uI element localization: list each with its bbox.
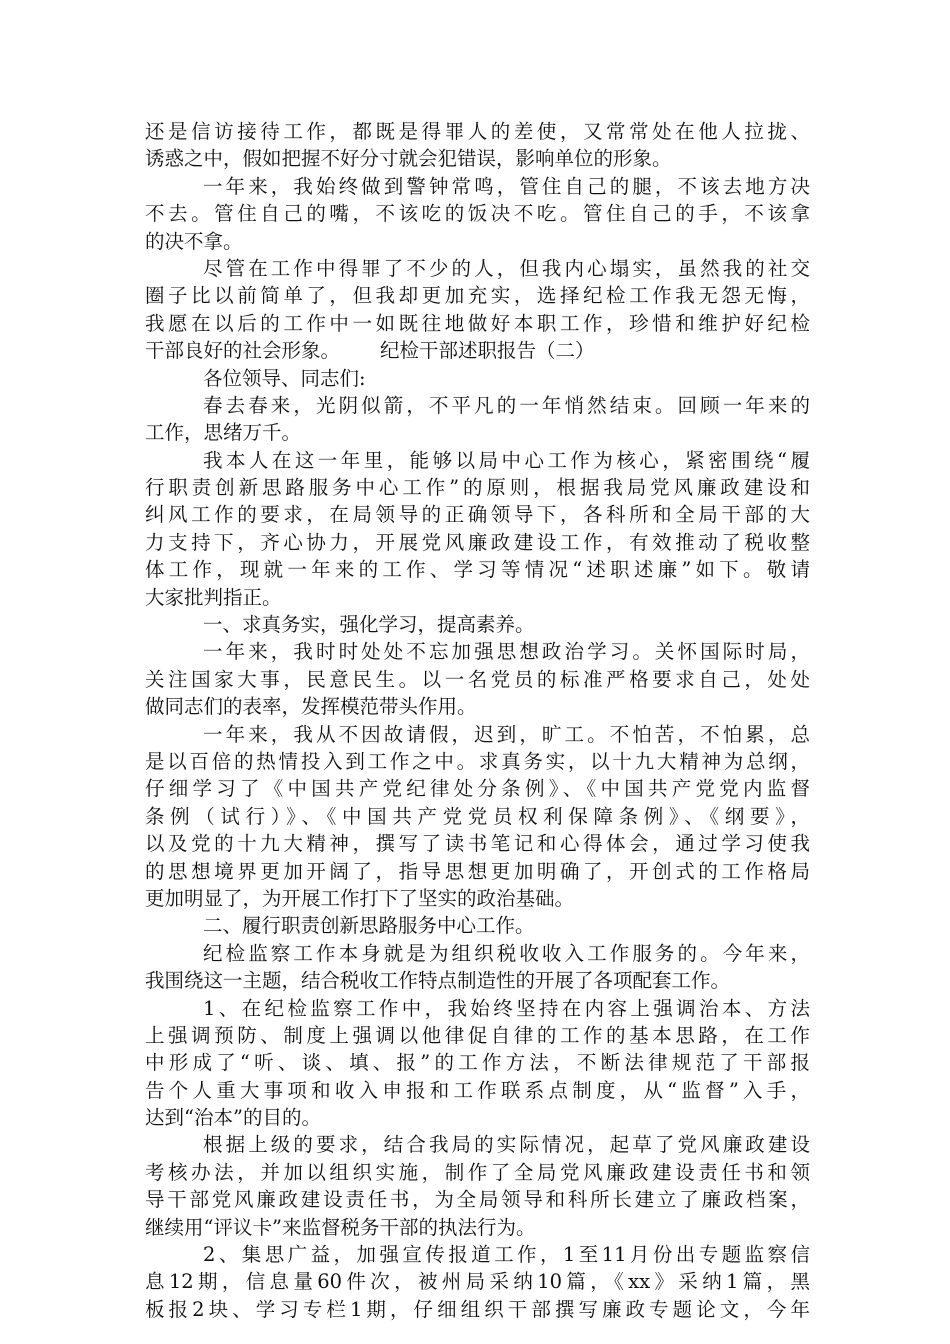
line-text: 力支持下，齐心协力，开展党风廉政建设工作，有效推动了税收整 <box>145 530 810 554</box>
line-text: 条例（试行）》、《中国共产党党员权利保障条例》、《纲要》， <box>145 804 810 828</box>
line-text: 二、履行职责创新思路服务中心工作。 <box>203 914 535 938</box>
line-text: 的决不拿。 <box>145 229 243 253</box>
line-text: 息12期，信息量60件次，被州局采纳10篇，《xx》采纳1篇，黑 <box>145 1270 810 1294</box>
line-text: 我愿在以后的工作中一如既往地做好本职工作，珍惜和维护好纪检 <box>145 311 810 335</box>
line-text: 考核办法，并加以组织实施，制作了全局党风廉政建设责任书和领 <box>145 1160 810 1184</box>
text-line <box>145 255 810 282</box>
text-line <box>145 1022 810 1049</box>
line-text: 尽管在工作中得罪了不少的人，但我内心塌实，虽然我的社交 <box>203 256 810 280</box>
line-text: 中形成了“听、谈、填、报”的工作方法，不断法律规范了干部报 <box>145 1051 810 1075</box>
text-line <box>145 1241 810 1268</box>
line-text: 导干部党风廉政建设责任书，为全局领导和科所长建立了廉政档案， <box>145 1188 810 1212</box>
line-text: 仔细学习了《中国共产党纪律处分条例》、《中国共产党党内监督 <box>145 777 810 801</box>
text-line <box>145 775 810 802</box>
section-heading: 纪检干部述职报告（二） <box>380 339 595 363</box>
line-text: 我本人在这一年里，能够以局中心工作为核心，紧密围绕“履 <box>203 448 810 472</box>
line-text: 诱惑之中，假如把握不好分寸就会犯错误，影响单位的形象。 <box>145 147 672 171</box>
line-text: 上强调预防、制度上强调以他律促自律的工作的基本思路，在工作 <box>145 1023 810 1047</box>
line-text: 不去。管住自己的嘴，不该吃的饭决不吃。管住自己的手，不该拿 <box>145 202 810 226</box>
text-line <box>145 995 810 1022</box>
line-text: 一年来，我从不因故请假，迟到，旷工。不怕苦，不怕累，总 <box>203 722 810 746</box>
line-text: 纪检监察工作本身就是为组织税收收入工作服务的。今年来， <box>203 941 810 965</box>
text-line <box>145 282 810 309</box>
line-text: 更加明显了，为开展工作打下了坚实的政治基础。 <box>145 886 575 910</box>
text-line <box>145 885 810 912</box>
text-line <box>145 474 810 501</box>
text-line <box>145 337 810 364</box>
line-text: 达到“治本”的目的。 <box>145 1106 321 1130</box>
text-line <box>145 310 810 337</box>
text-line <box>145 858 810 885</box>
text-line <box>145 912 810 939</box>
text-line <box>145 1268 810 1295</box>
text-line <box>145 392 810 419</box>
text-line <box>145 1186 810 1213</box>
line-text: 板报2块、学习专栏1期，仔细组织干部撰写廉政专题论文，今年 <box>145 1297 810 1321</box>
text-line <box>145 1131 810 1158</box>
text-line <box>145 638 810 665</box>
text-line <box>145 1077 810 1104</box>
line-text: 的思想境界更加开阔了，指导思想更加明确了，开创式的工作格局 <box>145 859 810 883</box>
text-line <box>145 228 810 255</box>
text-line <box>145 940 810 967</box>
line-text: 以及党的十九大精神，撰写了读书笔记和心得体会，通过学习使我 <box>145 832 810 856</box>
line-text: 干部良好的社会形象。 <box>145 339 341 363</box>
line-text: 行职责创新思路服务中心工作”的原则，根据我局党风廉政建设和 <box>145 476 810 500</box>
line-text: 继续用“评议卡”来监督税务干部的执法行为。 <box>145 1215 536 1239</box>
line-text: 纠风工作的要求，在局领导的正确领导下，各科所和全局干部的大 <box>145 503 810 527</box>
line-text: 是以百倍的热情投入到工作之中。求真务实，以十九大精神为总纲， <box>145 749 810 773</box>
line-text: 1、在纪检监察工作中，我始终坚持在内容上强调治本、方法 <box>203 996 810 1020</box>
text-line <box>145 556 810 583</box>
text-line <box>145 1214 810 1241</box>
text-line <box>145 145 810 172</box>
line-text: 根据上级的要求，结合我局的实际情况，起草了党风廉政建设 <box>203 1133 810 1157</box>
line-text: 一年来，我时时处处不忘加强思想政治学习。关怀国际时局， <box>203 640 810 664</box>
document-page <box>145 118 810 1323</box>
text-line <box>145 693 810 720</box>
text-line <box>145 419 810 446</box>
line-text: 告个人重大事项和收入申报和工作联系点制度，从“监督”入手， <box>145 1078 810 1102</box>
text-line <box>145 1159 810 1186</box>
line-text: 一、求真务实，强化学习，提高素养。 <box>203 613 535 637</box>
line-text: 春去春来，光阴似箭，不平凡的一年悄然结束。回顾一年来的 <box>203 393 810 417</box>
text-line <box>145 721 810 748</box>
line-text: 还是信访接待工作，都既是得罪人的差使，又常常处在他人拉拢、 <box>145 120 810 143</box>
line-text: 工作，思绪万千。 <box>145 421 302 445</box>
text-line <box>145 830 810 857</box>
text-line <box>145 173 810 200</box>
text-line <box>145 1296 810 1323</box>
line-text: 一年来，我始终做到警钟常鸣，管住自己的腿，不该去地方决 <box>203 174 810 198</box>
text-line <box>145 501 810 528</box>
line-text: 做同志们的表率，发挥模范带头作用。 <box>145 695 477 719</box>
line-text: 体工作，现就一年来的工作、学习等情况“述职述廉”如下。敬请 <box>145 558 810 582</box>
text-line <box>145 447 810 474</box>
text-line <box>145 1049 810 1076</box>
text-line <box>145 803 810 830</box>
line-text: 我围绕这一主题，结合税收工作特点制造性的开展了各项配套工作。 <box>145 969 731 993</box>
line-text: 大家批判指正。 <box>145 585 282 609</box>
text-line <box>145 365 810 392</box>
text-line <box>145 529 810 556</box>
line-text: 各位领导、同志们: <box>203 366 366 390</box>
line-text: 圈子比以前简单了，但我却更加充实，选择纪检工作我无怨无悔， <box>145 284 810 308</box>
text-line <box>145 748 810 775</box>
text-line <box>145 584 810 611</box>
text-line <box>145 118 810 145</box>
line-text: 关注国家大事，民意民生。以一名党员的标准严格要求自己，处处 <box>145 667 810 691</box>
line-text: 2、集思广益，加强宣传报道工作，1至11月份出专题监察信 <box>203 1243 810 1267</box>
text-line <box>145 200 810 227</box>
text-line <box>145 967 810 994</box>
text-line <box>145 1104 810 1131</box>
text-line <box>145 611 810 638</box>
text-line <box>145 666 810 693</box>
